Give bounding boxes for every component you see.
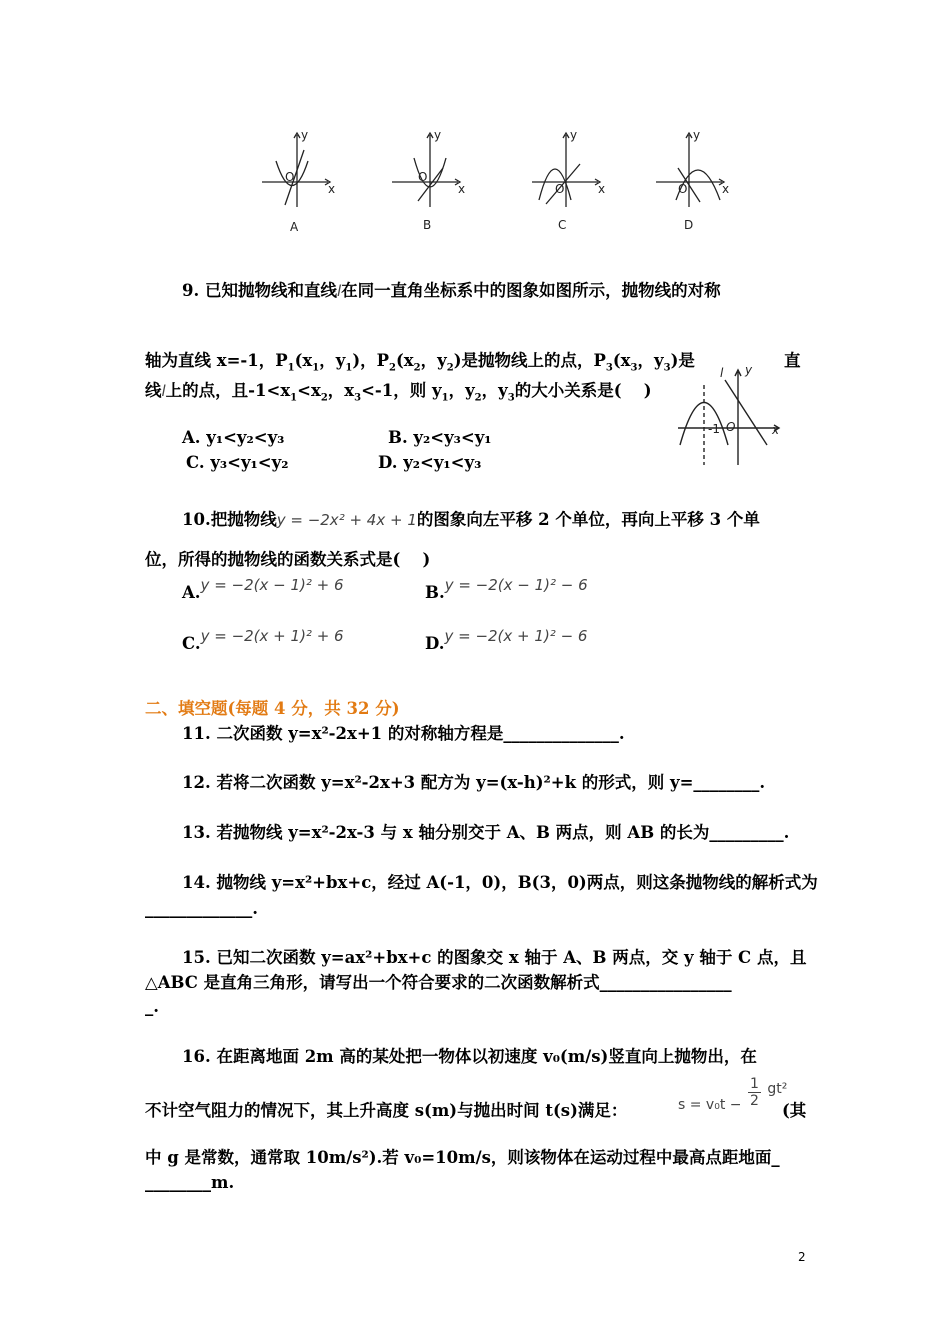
graph-a-caption: A	[290, 220, 299, 234]
q9-option-b: B. y₂<y₃<y₁	[388, 428, 492, 447]
q9-fig-y-label: y	[745, 363, 753, 377]
graph-b-x-label: x	[458, 182, 466, 196]
q9-option-c: C. y₃<y₁<y₂	[186, 453, 289, 472]
q16-line2-end: (其	[782, 1101, 807, 1120]
graph-d-caption: D	[684, 218, 694, 232]
q9-line1: 9. 已知抛物线和直线l在同一直角坐标系中的图象如图所示，抛物线的对称	[182, 281, 721, 300]
graph-d-x-label: x	[722, 182, 730, 196]
q9-line2-end: 直	[784, 351, 801, 370]
q15-line3: _.	[145, 997, 159, 1016]
page-number: 2	[798, 1250, 806, 1264]
section-title: 二、填空题(每题 4 分，共 32 分)	[145, 699, 400, 718]
q9-line2: 轴为直线 x=-1，$P_1(x_1$，$y_1$)，$P_2(x_2$，$y_2$)是抛物线上的点，$P_3(x_3$，$y_3$)是	[145, 351, 695, 374]
q9-line3: 线l上的点，且$-1<x_1<x_2$，$x_3<-1$，则 $y_1$，$y_2$，$y_3$的大小关系是( )	[145, 381, 652, 404]
q12: 12. 若将二次函数 y=x²-2x+3 配方为 y=(x-h)²+k 的形式，则 y=________.	[182, 773, 766, 792]
graph-c-x-label: x	[598, 182, 606, 196]
graph-c-y-label: y	[570, 128, 578, 142]
q15-line2: △ABC 是直角三角形，请写出一个符合要求的二次函数解析式________________	[145, 973, 732, 992]
q16-formula: s = v₀t − $\frac{1}{2}$ gt²	[678, 1076, 788, 1113]
graph-b-origin-label: O	[418, 170, 428, 184]
q10-option-b: B.y = −2(x − 1)² − 6	[425, 576, 588, 602]
graph-a-y-label: y	[301, 128, 309, 142]
q9-figure	[0, 0, 950, 480]
graph-a-origin-label: O	[285, 170, 295, 184]
q10-option-a: A.y = −2(x − 1)² + 6	[182, 576, 344, 602]
q10-option-d: D.y = −2(x + 1)² − 6	[425, 627, 588, 653]
graph-d-origin-label: O	[678, 182, 688, 196]
q15-line1: 15. 已知二次函数 y=ax²+bx+c 的图象交 x 轴于 A、B 两点，交 y 轴于 C 点，且	[182, 948, 807, 967]
q16-line3: 中 g 是常数，通常取 10m/s²).若 v₀=10m/s，则该物体在运动过程中最高点距地面_	[145, 1148, 780, 1167]
q13: 13. 若抛物线 y=x²-2x-3 与 x 轴分别交于 A、B 两点，则 AB 的长为_________.	[182, 823, 790, 842]
q10-option-c: C.y = −2(x + 1)² + 6	[182, 627, 344, 653]
q10-line1: 10.把抛物线y = −2x² + 4x + 1的图象向左平移 2 个单位，再向上平移 3 个单	[182, 510, 760, 529]
q16-line4: ________m.	[145, 1173, 235, 1192]
q14-line2: _____________.	[145, 899, 258, 918]
q11: 11. 二次函数 y=x²-2x+1 的对称轴方程是______________.	[182, 724, 625, 743]
q16-line2: 不计空气阻力的情况下，其上升高度 s(m)与抛出时间 t(s)满足：	[145, 1101, 628, 1120]
graph-c-origin-label: O	[555, 182, 565, 196]
q14-line1: 14. 抛物线 y=x²+bx+c，经过 A(-1，0)，B(3，0)两点，则这条抛物线的解析式为	[182, 873, 818, 892]
q9-fig-x-label: x	[772, 423, 780, 437]
graph-b-y-label: y	[434, 128, 442, 142]
q9-option-a: A. y₁<y₂<y₃	[182, 428, 285, 447]
q16-line1: 16. 在距离地面 2m 高的某处把一物体以初速度 v₀(m/s)竖直向上抛物出，在	[182, 1047, 757, 1066]
graph-c-caption: C	[558, 218, 567, 232]
graph-d-y-label: y	[693, 128, 701, 142]
q9-fig-l-label: l	[720, 366, 724, 380]
q9-option-d: D. y₂<y₁<y₃	[378, 453, 482, 472]
q9-fig-neg1-label: -1	[708, 422, 720, 436]
q10-line2: 位，所得的抛物线的函数关系式是( )	[145, 550, 431, 569]
graph-b-caption: B	[423, 218, 432, 232]
q9-fig-origin-label: O	[726, 420, 736, 434]
graph-a-x-label: x	[328, 182, 336, 196]
